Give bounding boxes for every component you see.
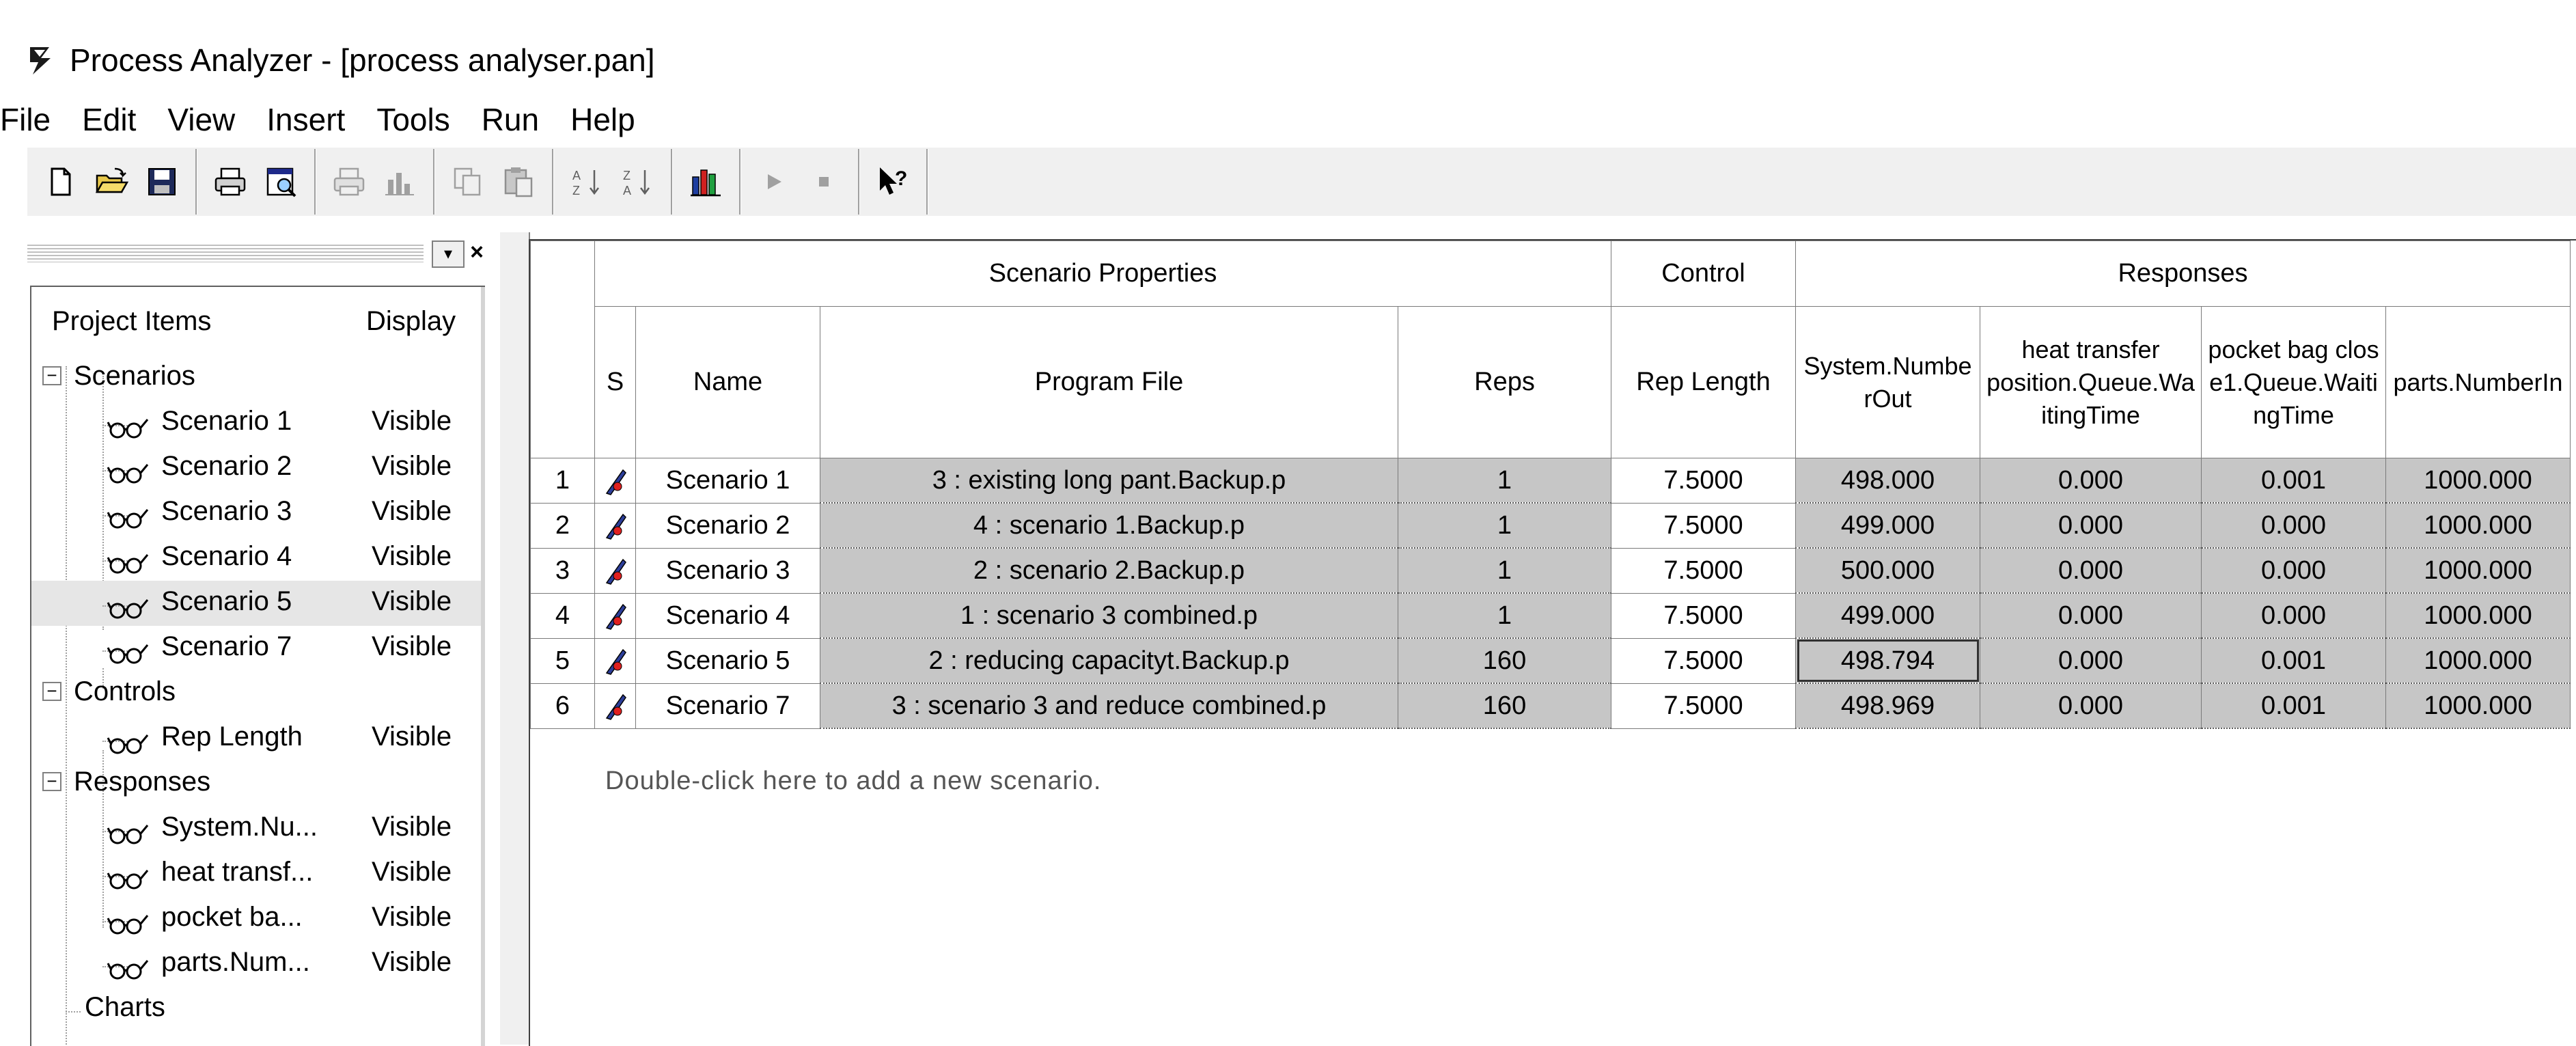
paste-disabled-icon xyxy=(501,165,536,199)
cell-name[interactable]: Scenario 5 xyxy=(636,638,820,683)
table-row[interactable] xyxy=(531,683,2571,728)
column-header-heat-transfer[interactable] xyxy=(1980,307,2202,458)
tree-item-scenario-4[interactable] xyxy=(31,536,481,581)
column-header-label: System.NumberOut xyxy=(1803,351,1972,413)
cell-system-numberout[interactable]: 500.000 xyxy=(1796,548,1980,593)
cell-system-numberout[interactable]: 499.000 xyxy=(1796,503,1980,548)
tree-item-scenario-1[interactable] xyxy=(31,400,481,445)
tree-item-display[interactable]: Visible xyxy=(372,947,452,977)
cell-reps[interactable]: 1 xyxy=(1398,593,1611,638)
cell-parts-numberin[interactable]: 1000.000 xyxy=(2386,503,2571,548)
column-header-system-numberout[interactable] xyxy=(1796,307,1980,458)
sort-descending-icon xyxy=(620,165,654,199)
panel-splitter[interactable] xyxy=(499,232,530,1045)
tree-item-scenario-7[interactable] xyxy=(31,626,481,671)
tree-item-label: heat transf... xyxy=(161,857,314,887)
tree-item-label: Scenario 7 xyxy=(161,631,292,661)
new-file-button[interactable] xyxy=(41,161,81,203)
paste-button[interactable] xyxy=(499,161,538,203)
cell-parts-numberin[interactable]: 1000.000 xyxy=(2386,593,2571,638)
tree-header xyxy=(31,287,485,348)
glasses-icon xyxy=(107,458,150,485)
cell-program-file[interactable]: 4 : scenario 1.Backup.p xyxy=(820,503,1398,548)
tree-item-display[interactable]: Visible xyxy=(372,406,452,436)
panel-minimize-button[interactable]: ▾ xyxy=(432,240,465,268)
tree-header-display[interactable]: Display xyxy=(366,306,456,336)
tree-item-label: pocket ba... xyxy=(161,902,303,932)
table-row[interactable] xyxy=(531,548,2571,593)
run-icon xyxy=(757,165,791,199)
sort-ascending-button[interactable] xyxy=(567,161,607,203)
new-file-icon xyxy=(44,165,78,199)
table-row[interactable] xyxy=(531,458,2571,504)
cell-name[interactable]: Scenario 2 xyxy=(636,503,820,548)
row-number[interactable]: 5 xyxy=(531,638,595,683)
table-row[interactable] xyxy=(531,503,2571,548)
row-number[interactable]: 4 xyxy=(531,593,595,638)
menu-edit[interactable]: Edit xyxy=(82,102,137,137)
cell-heat-transfer[interactable]: 0.000 xyxy=(1980,683,2202,728)
copy-button[interactable] xyxy=(448,161,488,203)
table-row[interactable] xyxy=(531,638,2571,683)
svg-text:Z: Z xyxy=(623,169,631,182)
status-cell[interactable] xyxy=(595,638,636,683)
open-button[interactable] xyxy=(92,161,131,203)
insert-chart-icon xyxy=(689,165,723,199)
tree-node-scenarios[interactable] xyxy=(31,355,481,400)
print-disabled-icon xyxy=(332,165,366,199)
scenario-status-icon xyxy=(604,510,627,540)
scenario-status-icon xyxy=(604,601,627,631)
svg-text:A: A xyxy=(623,184,632,197)
cell-system-numberout[interactable]: 498.000 xyxy=(1796,458,1980,504)
cell-pocket-bag[interactable]: 0.000 xyxy=(2202,548,2386,593)
glasses-icon xyxy=(107,909,150,936)
row-number[interactable]: 2 xyxy=(531,503,595,548)
cell-rep-length[interactable]: 7.5000 xyxy=(1611,548,1796,593)
tree-node-label: Responses xyxy=(74,767,211,797)
save-icon xyxy=(145,165,179,199)
glasses-icon xyxy=(107,548,150,575)
menu-help[interactable]: Help xyxy=(570,102,635,137)
open-folder-icon xyxy=(94,165,128,199)
tree-node-label: Scenarios xyxy=(74,361,195,391)
svg-text:Z: Z xyxy=(572,184,580,197)
cell-name[interactable]: Scenario 7 xyxy=(636,683,820,728)
glasses-icon xyxy=(107,728,150,756)
cell-reps[interactable]: 160 xyxy=(1398,683,1611,728)
stop-button[interactable] xyxy=(805,161,844,203)
cell-reps[interactable]: 160 xyxy=(1398,638,1611,683)
cell-program-file[interactable]: 3 : scenario 3 and reduce combined.p xyxy=(820,683,1398,728)
scenario-status-icon xyxy=(604,646,627,676)
group-header-control[interactable]: Control xyxy=(1611,241,1796,307)
tree-item-response-system-numberout[interactable] xyxy=(31,806,481,851)
tree-item-label: Rep Length xyxy=(161,721,303,752)
cell-heat-transfer[interactable]: 0.000 xyxy=(1980,503,2202,548)
menu-tools[interactable]: Tools xyxy=(376,102,450,137)
sort-descending-button[interactable] xyxy=(618,161,657,203)
cell-program-file[interactable]: 3 : existing long pant.Backup.p xyxy=(820,458,1398,504)
tree-item-response-pocket-bag[interactable] xyxy=(31,896,481,941)
cell-parts-numberin[interactable]: 1000.000 xyxy=(2386,683,2571,728)
row-number[interactable]: 6 xyxy=(531,683,595,728)
tree-item-response-heat-transfer[interactable] xyxy=(31,851,481,896)
chart-button[interactable] xyxy=(380,161,419,203)
panel-grip[interactable] xyxy=(27,245,424,262)
cell-reps[interactable]: 1 xyxy=(1398,458,1611,504)
column-header-pocket-bag[interactable] xyxy=(2202,307,2386,458)
tree-node-charts[interactable] xyxy=(31,987,481,1032)
cell-pocket-bag[interactable]: 0.001 xyxy=(2202,683,2386,728)
glasses-icon xyxy=(107,954,150,981)
context-help-button[interactable] xyxy=(873,161,913,203)
stop-icon xyxy=(807,165,842,199)
cell-system-numberout[interactable]: 499.000 xyxy=(1796,593,1980,638)
svg-text:?: ? xyxy=(895,167,908,190)
status-cell[interactable] xyxy=(595,683,636,728)
cell-parts-numberin[interactable]: 1000.000 xyxy=(2386,638,2571,683)
print-icon xyxy=(213,165,247,199)
tree-item-scenario-5[interactable] xyxy=(31,581,481,626)
insert-chart-button[interactable] xyxy=(686,161,725,203)
run-button[interactable] xyxy=(754,161,794,203)
cell-pocket-bag[interactable]: 0.001 xyxy=(2202,638,2386,683)
print-chart-button[interactable] xyxy=(329,161,369,203)
column-header-parts-numberin[interactable] xyxy=(2386,307,2571,458)
glasses-icon xyxy=(107,413,150,440)
cell-parts-numberin[interactable]: 1000.000 xyxy=(2386,548,2571,593)
collapse-icon[interactable]: − xyxy=(42,366,61,385)
cell-name[interactable]: Scenario 4 xyxy=(636,593,820,638)
menu-file[interactable]: File xyxy=(0,102,51,137)
tree-item-display[interactable]: Visible xyxy=(372,496,452,526)
process-analyzer-icon xyxy=(27,44,55,76)
cell-program-file[interactable]: 2 : scenario 2.Backup.p xyxy=(820,548,1398,593)
tree-node-responses[interactable] xyxy=(31,761,481,806)
column-header-label: pocket bag close1.Queue.WaitingTime xyxy=(2208,335,2379,429)
title-bar xyxy=(0,31,2576,89)
sort-ascending-icon xyxy=(570,165,604,199)
tree-item-label: System.Nu... xyxy=(161,812,318,842)
scenario-status-icon xyxy=(604,466,627,496)
menu-insert[interactable]: Insert xyxy=(266,102,346,137)
cell-rep-length[interactable]: 7.5000 xyxy=(1611,593,1796,638)
collapse-icon[interactable]: − xyxy=(42,772,61,791)
tree-item-display[interactable]: Visible xyxy=(372,631,452,661)
menu-view[interactable]: View xyxy=(167,102,236,137)
print-button[interactable] xyxy=(210,161,250,203)
tree-item-response-parts-numberin[interactable] xyxy=(31,941,481,987)
scenario-status-icon xyxy=(604,691,627,721)
column-header-reps[interactable]: Reps xyxy=(1398,307,1611,458)
scenario-status-icon xyxy=(604,555,627,586)
group-header-scenario-properties[interactable]: Scenario Properties xyxy=(595,241,1611,307)
collapse-icon[interactable]: − xyxy=(42,682,61,701)
glasses-icon xyxy=(107,503,150,530)
tree-node-label: Charts xyxy=(85,992,165,1022)
tree-item-label: Scenario 4 xyxy=(161,541,292,571)
cell-program-file[interactable]: 1 : scenario 3 combined.p xyxy=(820,593,1398,638)
toolbar xyxy=(27,147,2576,216)
cell-name[interactable]: Scenario 3 xyxy=(636,548,820,593)
project-panel-titlebar[interactable] xyxy=(27,240,486,266)
menu-bar xyxy=(0,96,667,143)
cell-rep-length[interactable]: 7.5000 xyxy=(1611,503,1796,548)
cell-rep-length[interactable]: 7.5000 xyxy=(1611,458,1796,504)
print-preview-button[interactable] xyxy=(261,161,301,203)
tree-item-scenario-3[interactable] xyxy=(31,491,481,536)
table-row[interactable] xyxy=(531,593,2571,638)
status-cell[interactable] xyxy=(595,548,636,593)
row-number[interactable]: 1 xyxy=(531,458,595,504)
cell-rep-length[interactable]: 7.5000 xyxy=(1611,638,1796,683)
cell-rep-length[interactable]: 7.5000 xyxy=(1611,683,1796,728)
cell-program-file[interactable]: 2 : reducing capacityt.Backup.p xyxy=(820,638,1398,683)
cell-pocket-bag[interactable]: 0.000 xyxy=(2202,503,2386,548)
column-header-label: parts.NumberIn xyxy=(2393,368,2563,396)
tree-item-display[interactable]: Visible xyxy=(372,586,452,616)
help-pointer-icon xyxy=(876,165,910,199)
add-scenario-hint[interactable]: Double-click here to add a new scenario. xyxy=(605,767,1102,795)
column-header-rep-length[interactable]: Rep Length xyxy=(1611,307,1796,458)
panel-close-button[interactable]: × xyxy=(470,239,484,265)
tree-item-display[interactable]: Visible xyxy=(372,451,452,481)
scenario-grid xyxy=(529,239,2576,1046)
column-header-program-file[interactable]: Program File xyxy=(820,307,1398,458)
tree-item-label: Scenario 5 xyxy=(161,586,292,616)
tree-item-scenario-2[interactable] xyxy=(31,445,481,491)
window-title: Process Analyzer - [process analyser.pan] xyxy=(70,42,655,78)
copy-disabled-icon xyxy=(451,165,485,199)
tree-item-display[interactable]: Visible xyxy=(372,812,452,842)
tree-item-display[interactable]: Visible xyxy=(372,721,452,752)
project-tree-panel xyxy=(30,286,485,1046)
tree-item-label: Scenario 1 xyxy=(161,406,292,436)
cell-heat-transfer[interactable]: 0.000 xyxy=(1980,458,2202,504)
tree-item-label: parts.Num... xyxy=(161,947,310,977)
tree-item-rep-length[interactable] xyxy=(31,716,481,761)
svg-text:A: A xyxy=(572,169,581,182)
glasses-icon xyxy=(107,864,150,891)
cell-reps[interactable]: 1 xyxy=(1398,548,1611,593)
glasses-icon xyxy=(107,638,150,665)
glasses-icon xyxy=(107,593,150,620)
tree-item-display[interactable]: Visible xyxy=(372,902,452,932)
print-preview-icon xyxy=(264,165,298,199)
column-header-name[interactable]: Name xyxy=(636,307,820,458)
cell-system-numberout[interactable]: 498.969 xyxy=(1796,683,1980,728)
cell-heat-transfer[interactable]: 0.000 xyxy=(1980,548,2202,593)
cell-parts-numberin[interactable]: 1000.000 xyxy=(2386,458,2571,504)
glasses-icon xyxy=(107,818,150,846)
column-header-label: heat transfer position.Queue.WaitingTime xyxy=(1986,335,2195,429)
tree-node-controls[interactable] xyxy=(31,671,481,716)
tree-node-label: Controls xyxy=(74,676,176,706)
chart-disabled-icon xyxy=(383,165,417,199)
menu-run[interactable]: Run xyxy=(481,102,540,137)
cell-reps[interactable]: 1 xyxy=(1398,503,1611,548)
cell-heat-transfer[interactable]: 0.000 xyxy=(1980,638,2202,683)
save-button[interactable] xyxy=(142,161,182,203)
tree-item-label: Scenario 2 xyxy=(161,451,292,481)
tree-item-display[interactable]: Visible xyxy=(372,541,452,571)
group-header-responses[interactable]: Responses xyxy=(1796,241,2571,307)
status-cell[interactable] xyxy=(595,503,636,548)
cell-heat-transfer[interactable]: 0.000 xyxy=(1980,593,2202,638)
tree-item-display[interactable]: Visible xyxy=(372,857,452,887)
tree-item-label: Scenario 3 xyxy=(161,496,292,526)
column-header-s[interactable]: S xyxy=(595,307,636,458)
cell-name[interactable]: Scenario 1 xyxy=(636,458,820,504)
status-cell[interactable] xyxy=(595,593,636,638)
row-header-corner[interactable] xyxy=(531,241,595,458)
status-cell[interactable] xyxy=(595,458,636,504)
tree-header-project-items[interactable]: Project Items xyxy=(52,306,212,336)
cell-system-numberout[interactable]: 498.794 xyxy=(1796,638,1980,683)
row-number[interactable]: 3 xyxy=(531,548,595,593)
scenario-table xyxy=(530,240,2571,729)
cell-pocket-bag[interactable]: 0.001 xyxy=(2202,458,2386,504)
cell-pocket-bag[interactable]: 0.000 xyxy=(2202,593,2386,638)
